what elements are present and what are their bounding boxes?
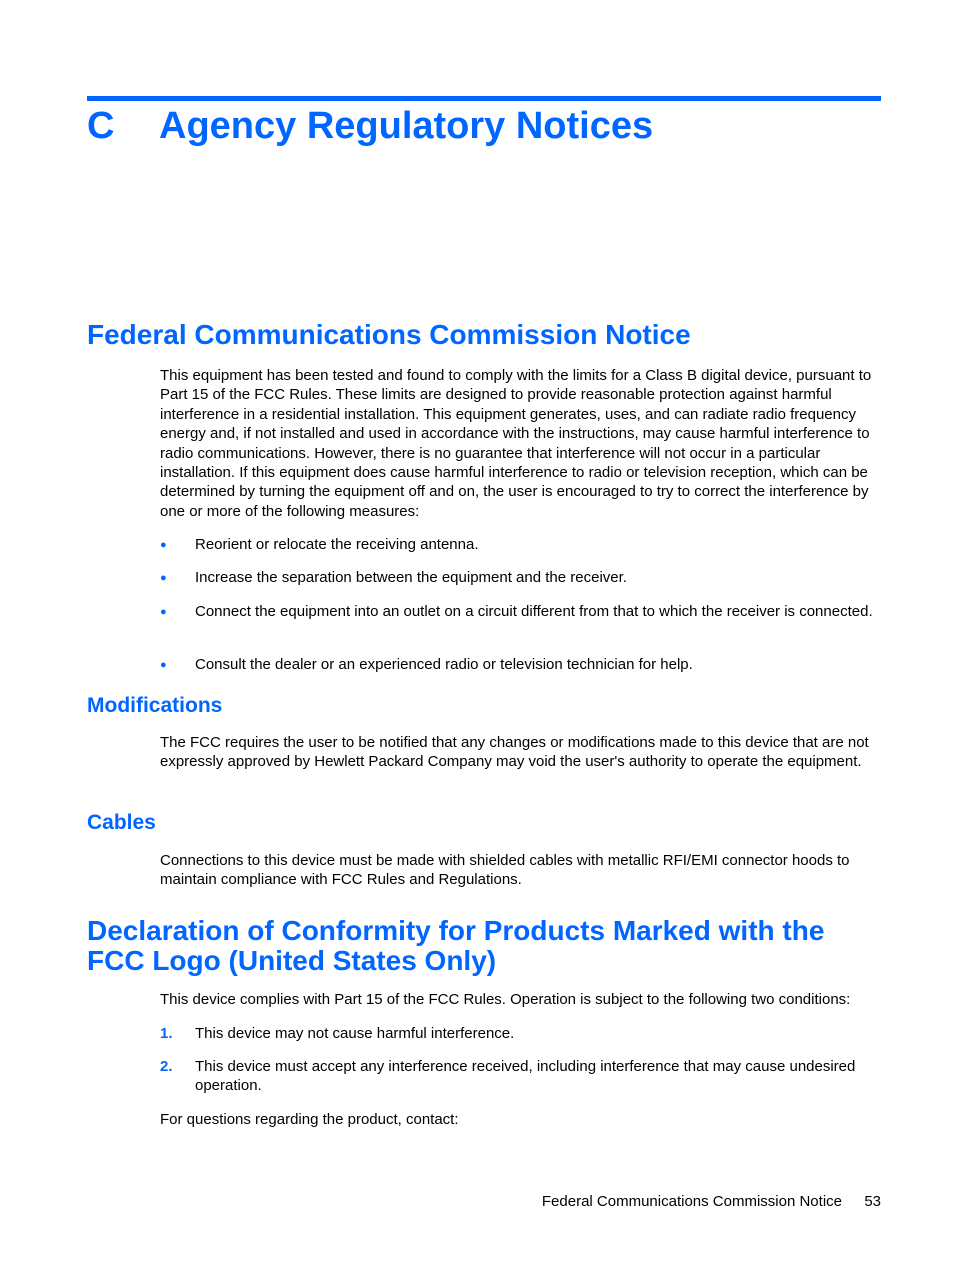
fcc-heading: Federal Communications Commission Notice [87,319,691,350]
declaration-heading [87,916,824,976]
list-item-text: Reorient or relocate the receiving antenna. [195,536,479,553]
list-item [160,1057,884,1096]
list-item-text: This device may not cause harmful interference. [195,1025,515,1042]
fcc-intro: This equipment has been tested and found to comply with the limits for a Class B digital device, pursuant to Part 15 of the FCC Rules. These limits are designed to provide reasonable protection against harmful interference in a residential installation. This equipment generates, uses, and can radiate radio frequency energy and, if not installed and used in accordance with the instructions, may cause harmful interference to radio communications. However, there is no guarantee that interference will not occur in a particular installation. If this equipment does cause harmful interference to radio or television reception, which can be determined by turning the equipment off and on, the user is encouraged to try to correct the interference by one or more of the following measures: [160,367,872,520]
list-item [160,535,884,554]
chapter-rule [87,96,881,101]
declaration-heading-line2: FCC Logo (United States Only) [87,945,497,976]
bullet-icon: ● [160,659,167,671]
list-number: 1. [160,1025,173,1042]
list-item [160,1024,884,1043]
page-number: 53 [864,1193,881,1210]
list-item-text: Connect the equipment into an outlet on a circuit different from that to which the receiver is connected. [195,603,873,620]
list-item-text: Consult the dealer or an experienced radio or television technician for help. [195,656,693,673]
chapter-title-text: Agency Regulatory Notices [159,105,654,147]
declaration-contact: For questions regarding the product, contact: [160,1111,459,1128]
declaration-intro: This device complies with Part 15 of the FCC Rules. Operation is subject to the following two conditions: [160,991,851,1008]
chapter-title [87,103,653,149]
cables-text: Connections to this device must be made with shielded cables with metallic RFI/EMI connector hoods to maintain compliance with FCC Rules and Regulations. [160,852,850,889]
bullet-icon: ● [160,572,167,584]
list-item [160,602,884,621]
list-item [160,568,884,587]
chapter-letter: C [87,105,115,147]
modifications-text: The FCC requires the user to be notified that any changes or modifications made to this device that are not expressly approved by Hewlett Packard Company may void the user's authority to operate the equipment. [160,734,869,771]
footer-section-title: Federal Communications Commission Notice [541,1193,842,1210]
list-item-text: Increase the separation between the equipment and the receiver. [195,569,627,586]
list-number: 2. [160,1058,173,1075]
list-item-text: This device must accept any interference received, including interference that may cause undesired operation. [195,1058,856,1095]
list-item [160,655,884,674]
cables-heading: Cables [87,811,156,834]
declaration-heading-line1: Declaration of Conformity for Products Marked with the [87,915,825,946]
modifications-heading: Modifications [87,694,223,717]
bullet-icon: ● [160,606,167,618]
bullet-icon: ● [160,539,167,551]
